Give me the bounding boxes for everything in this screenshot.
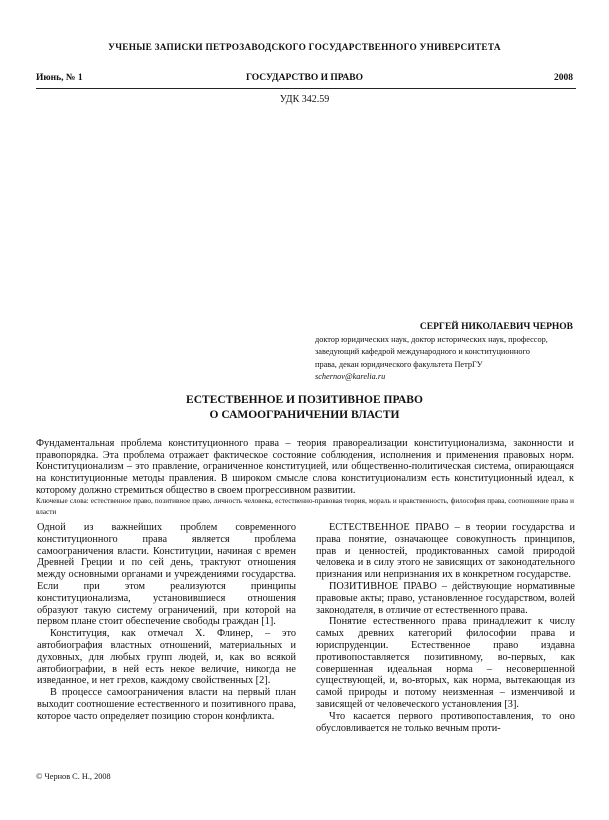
- title-line: ЕСТЕСТВЕННОЕ И ПОЗИТИВНОЕ ПРАВО: [186, 394, 423, 406]
- paragraph: Что касается первого противопоставления, то оно обусловливается не только вечным проти-: [316, 710, 575, 734]
- affiliation-line: доктор юридических наук, доктор исторических наук, профессор,: [315, 335, 548, 344]
- paragraph: ЕСТЕСТВЕННОЕ ПРАВО – в теории государства и права понятие, означающее совокупность принципов, прав и ценностей, продиктованных самой природой человека и в силу этого не зависящих от законодательного признания или непризнания их в конкретном государстве.: [316, 522, 575, 581]
- udk-code: УДК 342.59: [279, 94, 330, 105]
- affiliation-line: права, декан юридического факультета ПетрГУ: [315, 359, 483, 369]
- year-label: 2008: [554, 73, 573, 83]
- paragraph: В процессе самоограничения власти на первый план выходит соотношение естественного и позитивного права, которое часто определяет позицию сторон конфликта.: [37, 687, 296, 722]
- header-rule: [36, 88, 576, 89]
- issue-label: Июнь, № 1: [36, 73, 83, 83]
- paragraph: ПОЗИТИВНОЕ ПРАВО – действующие нормативные правовые акты; право, установленное государством, волей законодателя, в отличие от естественного права.: [316, 580, 575, 616]
- article-title: [0, 393, 609, 423]
- author-affiliation: [315, 334, 574, 383]
- author-name: СЕРГЕЙ НИКОЛАЕВИЧ ЧЕРНОВ: [419, 322, 573, 332]
- section-label: ГОСУДАРСТВО И ПРАВО: [245, 73, 363, 83]
- title-line: О САМООГРАНИЧЕНИИ ВЛАСТИ: [209, 409, 400, 421]
- abstract: Фундаментальная проблема конституционного права – теория правореализации конституционализма, законности и правопорядка. Эта проблема отражает фактическое состояние соблюдения, исполнения и применения правовых норм. Конституционализм – это правление, ограниченное конституцией, или общественно-политическая система, опирающаяся на конституционные методы правления. В широком смысле слова конституционализм есть конституционный идеал, к которому должно стремиться общество в своем прогрессивном развитии.: [36, 438, 574, 496]
- paragraph: Одной из важнейших проблем современного конституционного права является проблема самоограничения власти. Конституции, начиная с времен Древней Греции и по сей день, трактуют отношения между основными органами и учреждениями государства. Если при этом реализуются принципы конституционализма, установившиеся отношения образуют такую систему ограничений, при которой на первом плане стоит обеспечение свободы граждан [1].: [37, 522, 296, 628]
- paragraph: Конституция, как отмечал Х. Флинер, – это автобиография властных отношений, материальных и духовных, для любых групп людей, и, как во всякой автобиографии, в ней есть некое величие, никогда не изведанное, и нет грехов, каждому свойственных [2].: [37, 628, 296, 687]
- keywords: Ключевые слова: естественное право, позитивное право, личность человека, естественно-правовая теория, мораль и нравственность, философия права, соотношение права и власти: [36, 497, 574, 516]
- affiliation-line: заведующий кафедрой международного и конституционного: [315, 347, 530, 357]
- body-column-right: [316, 522, 575, 734]
- author-email[interactable]: schernov@karelia.ru: [315, 371, 386, 381]
- copyright: © Чернов С. Н., 2008: [36, 772, 111, 781]
- paragraph: Понятие естественного права принадлежит к числу самых древних категорий философии права и юриспруденции. Естественное право издавна противопоставляется позитивному, во-первых, как совершенная идеальная норма – несовершенной существующей, и, во-вторых, как норма, вытекающая из самой природы и потому неизменная – изменчивой и зависящей от человеческого установления [3].: [316, 616, 575, 710]
- body-column-left: [37, 522, 296, 723]
- journal-title: УЧЕНЫЕ ЗАПИСКИ ПЕТРОЗАВОДСКОГО ГОСУДАРСТВЕННОГО УНИВЕРСИТЕТА: [108, 43, 501, 53]
